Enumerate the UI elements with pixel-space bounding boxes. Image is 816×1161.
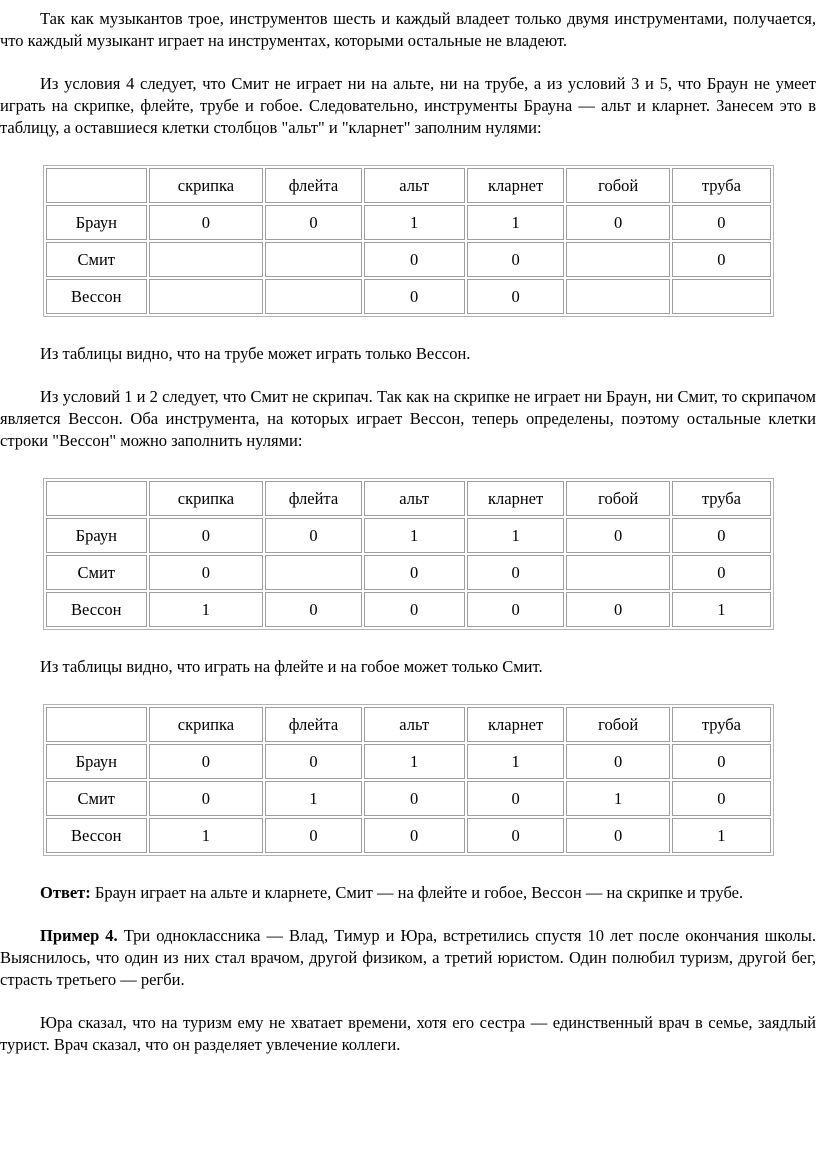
value-cell: 1 xyxy=(149,818,264,853)
header-row xyxy=(46,707,771,742)
table-slot-2 xyxy=(43,478,774,630)
instrument-header-cell: труба xyxy=(672,168,771,203)
value-cell: 0 xyxy=(265,744,361,779)
value-cell: 0 xyxy=(364,818,465,853)
logic-table-2 xyxy=(43,478,774,630)
value-cell: 1 xyxy=(467,744,565,779)
value-cell xyxy=(672,279,771,314)
table-row xyxy=(46,818,771,853)
instrument-header-cell: гобой xyxy=(566,168,669,203)
table-row xyxy=(46,205,771,240)
answer-text: Браун играет на альте и кларнете, Смит — на флейте и гобое, Вессон — на скрипке и трубе. xyxy=(94,883,744,902)
value-cell: 0 xyxy=(149,781,264,816)
instrument-header-cell: кларнет xyxy=(467,168,565,203)
paragraph-note-flute-oboe: Из таблицы видно, что играть на флейте и на гобое может только Смит. xyxy=(40,657,543,676)
value-cell: 0 xyxy=(672,744,771,779)
table-row xyxy=(46,781,771,816)
value-cell: 1 xyxy=(566,781,669,816)
value-cell: 0 xyxy=(672,242,771,277)
instrument-header-cell: флейта xyxy=(265,168,361,203)
value-cell xyxy=(566,242,669,277)
value-cell: 0 xyxy=(149,555,264,590)
instrument-header-cell: флейта xyxy=(265,481,361,516)
musician-name-cell: Вессон xyxy=(46,592,147,627)
value-cell: 0 xyxy=(672,781,771,816)
value-cell: 0 xyxy=(566,592,669,627)
value-cell xyxy=(566,279,669,314)
value-cell: 1 xyxy=(672,592,771,627)
instrument-header-cell: скрипка xyxy=(149,707,264,742)
value-cell: 0 xyxy=(265,518,361,553)
value-cell: 0 xyxy=(566,818,669,853)
table-row xyxy=(46,555,771,590)
paragraph-condition12: Из условий 1 и 2 следует, что Смит не скрипач. Так как на скрипке не играет ни Браун, ни Смит, то скрипачом является Вессон. Оба инструмента, на которых играет Вессон, теперь определены, поэтому остальные клетки строки "Вессон" можно заполнить нулями: xyxy=(0,387,816,450)
instrument-header-cell: кларнет xyxy=(467,481,565,516)
instrument-header-cell: альт xyxy=(364,168,465,203)
value-cell: 0 xyxy=(265,592,361,627)
musician-name-cell: Браун xyxy=(46,744,147,779)
table-row xyxy=(46,242,771,277)
value-cell: 0 xyxy=(364,242,465,277)
value-cell xyxy=(265,555,361,590)
instrument-header-cell: скрипка xyxy=(149,481,264,516)
paragraph-answer xyxy=(0,882,816,904)
value-cell: 0 xyxy=(566,744,669,779)
value-cell: 1 xyxy=(364,744,465,779)
table-row xyxy=(46,279,771,314)
value-cell: 0 xyxy=(149,744,264,779)
musician-name-cell: Вессон xyxy=(46,818,147,853)
musician-name-cell: Смит xyxy=(46,555,147,590)
instrument-header-cell: альт xyxy=(364,707,465,742)
instrument-header-cell: гобой xyxy=(566,707,669,742)
instrument-header-cell: скрипка xyxy=(149,168,264,203)
example4-text: Три одноклассника — Влад, Тимур и Юра, встретились спустя 10 лет после окончания школы. Выяснилось, что один из них стал врачом, другой физиком, а третий юристом. Один полюбил туризм, другой бег, страсть третьего — регби. xyxy=(0,926,816,989)
instrument-header-cell: гобой xyxy=(566,481,669,516)
table-row xyxy=(46,518,771,553)
instrument-header-cell: альт xyxy=(364,481,465,516)
value-cell: 0 xyxy=(149,518,264,553)
value-cell xyxy=(149,279,264,314)
header-row xyxy=(46,481,771,516)
corner-cell xyxy=(46,707,147,742)
logic-table-1 xyxy=(43,165,774,317)
musician-name-cell: Смит xyxy=(46,781,147,816)
value-cell xyxy=(265,279,361,314)
paragraph-intro: Так как музыкантов трое, инструментов шесть и каждый владеет только двумя инструментами, получается, что каждый музыкант играет на инструментах, которыми остальные не владеют. xyxy=(0,9,816,50)
instrument-header-cell: флейта xyxy=(265,707,361,742)
value-cell xyxy=(149,242,264,277)
value-cell: 0 xyxy=(566,205,669,240)
value-cell: 0 xyxy=(265,818,361,853)
table-slot-1 xyxy=(43,165,774,317)
musician-name-cell: Браун xyxy=(46,205,147,240)
value-cell: 1 xyxy=(149,592,264,627)
musician-name-cell: Браун xyxy=(46,518,147,553)
value-cell: 0 xyxy=(364,279,465,314)
value-cell: 1 xyxy=(672,818,771,853)
paragraph-condition4: Из условия 4 следует, что Смит не играет ни на альте, ни на трубе, а из условий 3 и 5, что Браун не умеет играть на скрипке, флейте, трубе и гобое. Следовательно, инструменты Брауна — альт и кларнет. Занесем это в таблицу, а оставшиеся клетки столбцов "альт" и "кларнет" заполним нулями: xyxy=(0,74,816,137)
value-cell: 1 xyxy=(467,518,565,553)
value-cell: 0 xyxy=(467,592,565,627)
value-cell: 0 xyxy=(265,205,361,240)
value-cell: 0 xyxy=(364,592,465,627)
value-cell xyxy=(265,242,361,277)
corner-cell xyxy=(46,481,147,516)
value-cell: 0 xyxy=(672,205,771,240)
table-slot-3 xyxy=(43,704,774,856)
value-cell: 0 xyxy=(566,518,669,553)
corner-cell xyxy=(46,168,147,203)
value-cell: 0 xyxy=(672,518,771,553)
table-row xyxy=(46,744,771,779)
value-cell: 1 xyxy=(364,518,465,553)
instrument-header-cell: труба xyxy=(672,707,771,742)
value-cell: 1 xyxy=(265,781,361,816)
paragraph-note-trumpet: Из таблицы видно, что на трубе может играть только Вессон. xyxy=(40,344,471,363)
musician-name-cell: Вессон xyxy=(46,279,147,314)
value-cell: 0 xyxy=(149,205,264,240)
paragraph-example4 xyxy=(0,925,816,991)
value-cell: 1 xyxy=(467,205,565,240)
value-cell: 0 xyxy=(467,242,565,277)
value-cell: 0 xyxy=(467,555,565,590)
table-row xyxy=(46,592,771,627)
logic-table-3 xyxy=(43,704,774,856)
musician-name-cell: Смит xyxy=(46,242,147,277)
answer-label: Ответ: xyxy=(40,883,91,902)
value-cell: 0 xyxy=(672,555,771,590)
value-cell: 0 xyxy=(467,818,565,853)
value-cell: 0 xyxy=(364,781,465,816)
value-cell xyxy=(566,555,669,590)
value-cell: 0 xyxy=(364,555,465,590)
example4-label: Пример 4. xyxy=(40,926,118,945)
paragraph-yura: Юра сказал, что на туризм ему не хватает времени, хотя его сестра — единственный врач в семье, заядлый турист. Врач сказал, что он разделяет увлечение коллеги. xyxy=(0,1013,816,1054)
value-cell: 0 xyxy=(467,279,565,314)
instrument-header-cell: труба xyxy=(672,481,771,516)
value-cell: 0 xyxy=(467,781,565,816)
instrument-header-cell: кларнет xyxy=(467,707,565,742)
header-row xyxy=(46,168,771,203)
value-cell: 1 xyxy=(364,205,465,240)
